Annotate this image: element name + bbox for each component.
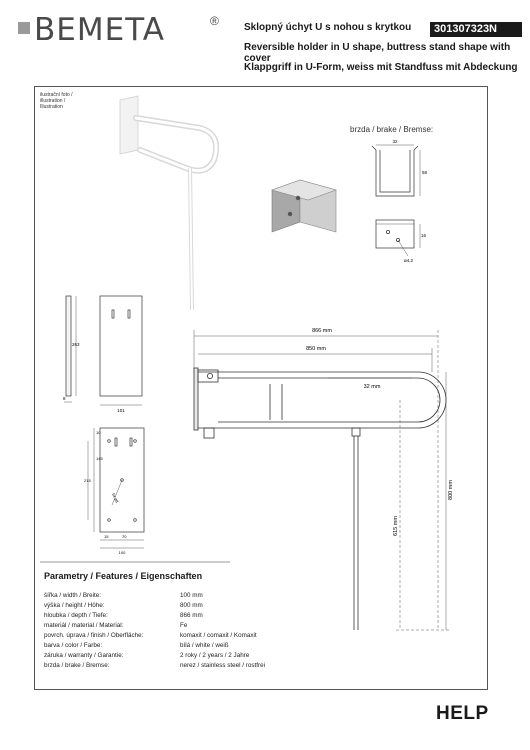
- param-label: šířka / width / Breite:: [44, 592, 102, 599]
- brake-photo: [272, 180, 336, 232]
- param-label: výška / height / Höhe:: [44, 602, 105, 609]
- param-label: hloubka / depth / Tiefe:: [44, 612, 108, 619]
- title-czech: Sklopný úchyt U s nohou s krytkou: [244, 22, 412, 33]
- param-label: povrch. úprava / finish / Oberfläche:: [44, 632, 144, 639]
- dim-tube-gap: 32 mm: [363, 384, 381, 390]
- dim-leg-height: 615 mm: [393, 516, 399, 536]
- plate-hole-layout: [88, 428, 144, 548]
- plate-side-view: [64, 296, 76, 402]
- param-label: záruka / warranty / Garantie:: [44, 652, 124, 659]
- param-value: 800 mm: [180, 602, 203, 609]
- brake-drawing-side: [376, 220, 420, 256]
- plate-hole-label: 5x ø8: [111, 492, 120, 504]
- brake-dim-small: 16: [421, 233, 427, 238]
- plate-dim-width: 101: [117, 408, 125, 413]
- illustration-label-en: illustration /: [40, 98, 66, 104]
- plate-front-view: [100, 296, 142, 405]
- plate-dim-thickness: 8: [63, 396, 66, 401]
- registered-mark: ®: [210, 14, 219, 28]
- brake-title: brzda / brake / Bremse:: [350, 125, 434, 134]
- plate-dim-bottom-b: 70: [122, 534, 127, 539]
- illustration-label-cz: ilustrační foto /: [40, 92, 73, 98]
- brand-logo: BEMETA: [34, 12, 165, 48]
- dim-depth-total: 866 mm: [312, 328, 332, 334]
- params-title: Parametry / Features / Eigenschaften: [44, 571, 203, 581]
- param-label: materiál / material / Material:: [44, 622, 124, 629]
- title-german: Klappgriff in U-Form, weiss mit Standfuss mit Abdeckung: [244, 62, 518, 73]
- plate-dim-holes-total: 215: [84, 478, 91, 483]
- plate-dim-holes-top: 10: [96, 430, 101, 435]
- dim-depth-inner: 850 mm: [306, 346, 326, 352]
- param-value: Fe: [180, 622, 188, 629]
- product-code-badge: 301307323N: [430, 22, 522, 37]
- brake-dim-hole: ø4,2: [404, 258, 414, 263]
- brake-dim-width: 32: [392, 139, 398, 144]
- param-value: 2 roky / 2 years / 2 Jahre: [180, 652, 250, 659]
- dim-height-total: 800 mm: [448, 480, 454, 500]
- plate-dim-holes-mid: 145: [96, 456, 103, 461]
- brake-dim-height: 58: [422, 170, 428, 175]
- plate-dim-bottom-total: 100: [118, 550, 126, 555]
- plate-dim-height: 263: [72, 342, 80, 347]
- series-name: HELP: [436, 703, 489, 724]
- param-value: komaxit / comaxit / Komaxit: [180, 632, 257, 639]
- param-value: 100 mm: [180, 592, 203, 599]
- plate-dim-bottom-a: 15: [104, 534, 109, 539]
- holder-main-drawing: [194, 330, 450, 630]
- param-value: nerez / stainless steel / rostfrei: [180, 662, 266, 669]
- product-photo: [120, 96, 216, 310]
- param-label: brzda / brake / Bremse:: [44, 662, 110, 669]
- param-value: 866 mm: [180, 612, 203, 619]
- brake-drawing-front: [372, 145, 420, 196]
- param-label: barva / color / Farbe:: [44, 642, 103, 649]
- title-english: Reversible holder in U shape, buttress stand shape with cover: [244, 42, 511, 64]
- illustration-label-de: Illustration: [40, 104, 63, 110]
- param-value: bílá / white / weiß: [180, 642, 229, 649]
